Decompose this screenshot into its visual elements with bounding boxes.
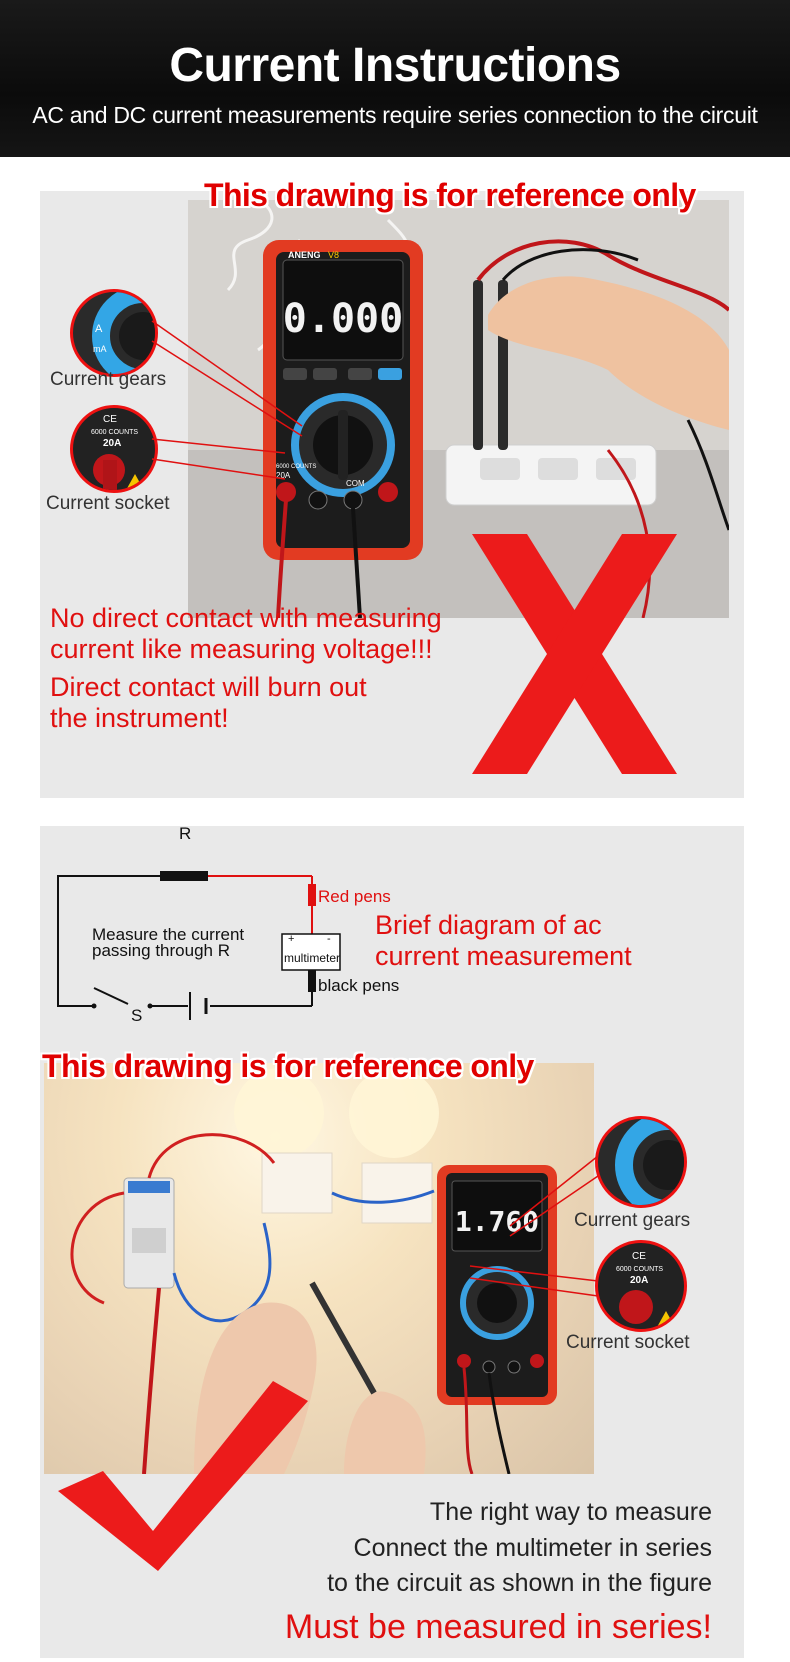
meter-model: V8 (328, 250, 340, 260)
brief-line-1: Brief diagram of ac (375, 910, 602, 940)
wrong-way-panel (40, 177, 744, 798)
svg-text:mA: mA (93, 344, 107, 354)
svg-text:20A: 20A (103, 438, 122, 449)
right-line-3: to the circuit as shown in the figure (327, 1569, 712, 1597)
header-banner (0, 0, 790, 157)
socket-label: Current socket (46, 493, 170, 514)
gears-label: Current gears (50, 369, 167, 390)
meter-socket-text: 20A (276, 471, 291, 480)
svg-text:A: A (95, 323, 103, 335)
meter-com-text: COM (346, 479, 365, 488)
right-line-1: The right way to measure (429, 1498, 712, 1526)
svg-text:6000 COUNTS: 6000 COUNTS (91, 429, 139, 436)
right-way-panel (40, 826, 744, 1658)
meter-plus: + (288, 933, 295, 945)
warning-line-2: current like measuring voltage!!! (50, 634, 433, 664)
multimeter-label: multimeter (284, 951, 341, 965)
svg-text:CE: CE (632, 1251, 646, 1262)
svg-text:6000 COUNTS: 6000 COUNTS (616, 1266, 664, 1273)
meter-counts-text: 6000 COUNTS (276, 464, 317, 470)
meter-display-wrong: 0.000 (282, 296, 404, 342)
warning-line-4: the instrument! (50, 703, 229, 733)
reference-note: This drawing is for reference only (204, 177, 696, 213)
gears-label-2: Current gears (574, 1210, 691, 1231)
svg-text:20A: 20A (630, 1275, 649, 1286)
resistor-label: R (179, 824, 192, 843)
red-pen-label: Red pens (318, 887, 391, 906)
meter-minus: - (327, 933, 331, 945)
warning-line-1: No direct contact with measuring (50, 603, 442, 633)
meter-display-right: 1.760 (454, 1205, 540, 1238)
measure-line-1: Measure the current (92, 925, 245, 944)
series-note: Must be measured in series! (284, 1608, 712, 1646)
socket-label-2: Current socket (566, 1332, 690, 1353)
measure-line-2: passing through R (92, 941, 230, 960)
page-title: Current Instructions (169, 39, 621, 92)
right-line-2: Connect the multimeter in series (353, 1534, 712, 1562)
warning-line-3: Direct contact will burn out (50, 672, 367, 702)
page-subtitle: AC and DC current measurements require series connection to the circuit (32, 102, 758, 128)
reference-note-2: This drawing is for reference only (42, 1048, 534, 1084)
svg-text:CE: CE (103, 414, 117, 425)
switch-label: S (131, 1006, 143, 1025)
meter-brand: ANENG (288, 250, 321, 260)
check-mark-icon (58, 1381, 308, 1571)
wrong-cross-icon (472, 534, 677, 774)
black-pen-label: black pens (318, 976, 400, 995)
brief-line-2: current measurement (375, 941, 632, 971)
